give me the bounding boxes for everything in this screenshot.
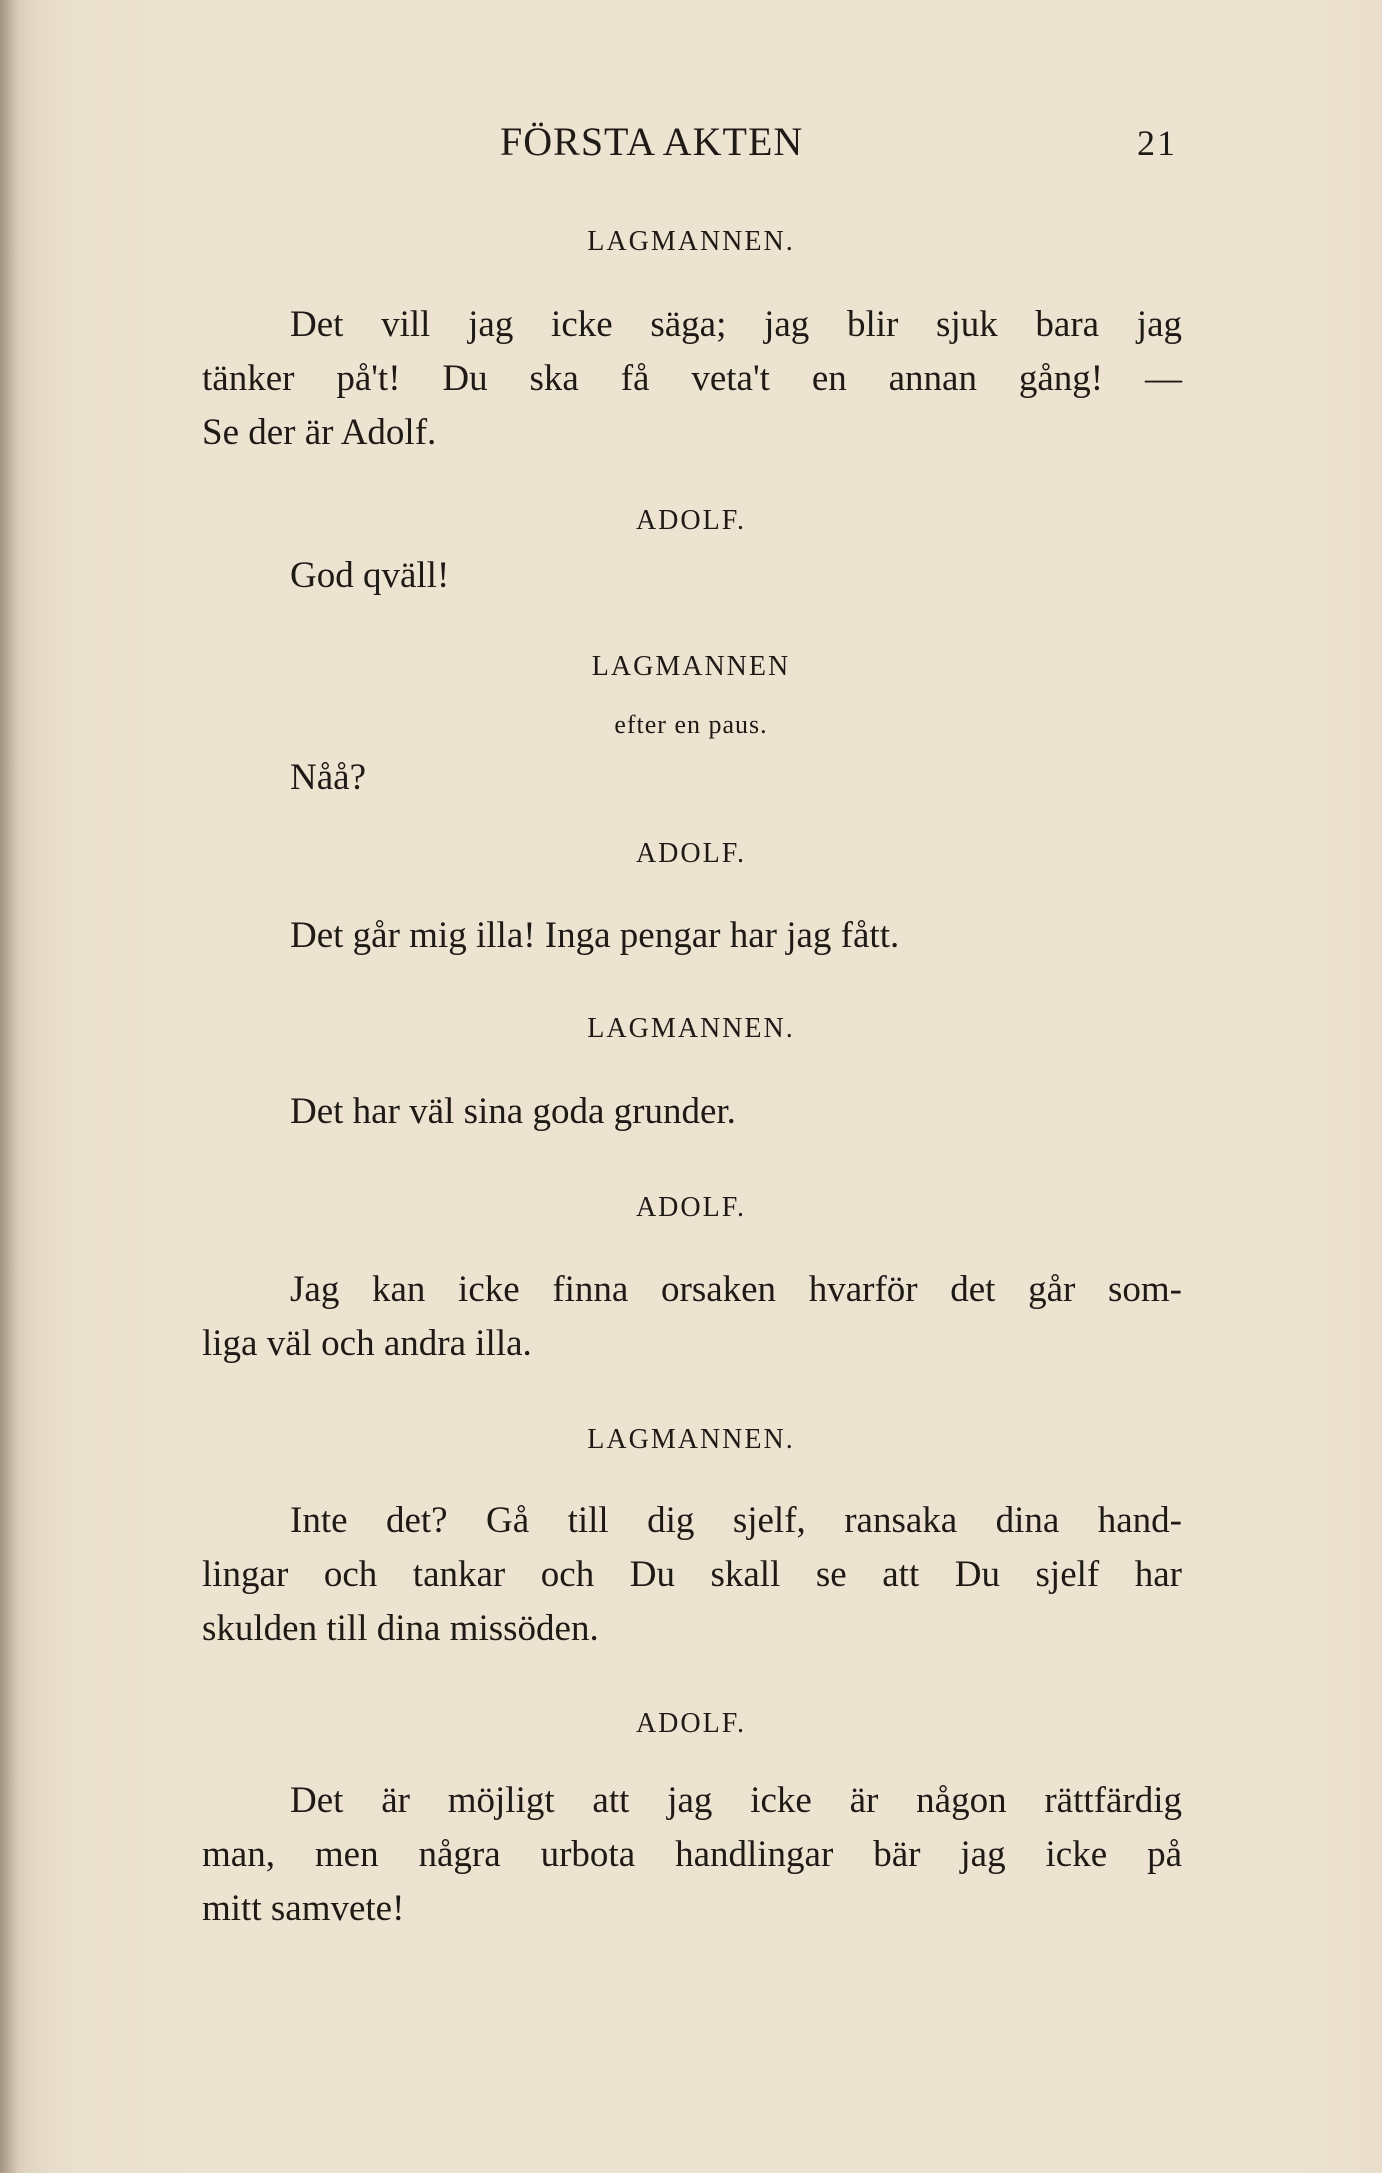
speaker-name: LAGMANNEN.	[587, 1013, 795, 1044]
speaker-name: ADOLF.	[635, 1708, 747, 1739]
speech-line: Jag kan icke finna orsaken hvarför det går som-	[290, 1269, 1182, 1310]
speech-paragraph	[202, 1263, 1182, 1371]
running-header	[0, 118, 1382, 178]
page-spine-shadow	[0, 0, 18, 2173]
speech-line: Se der är Adolf.	[202, 412, 437, 453]
speech-line: Det är möjligt att jag icke är någon rättfärdig	[290, 1780, 1182, 1821]
speech-line: Nåå?	[290, 757, 366, 798]
speech-line: tänker på't! Du ska få veta't en annan gång! —	[202, 358, 1182, 399]
speech-line: liga väl och andra illa.	[202, 1323, 532, 1364]
speaker-name: ADOLF.	[635, 1192, 747, 1223]
speaker-name: ADOLF.	[635, 505, 747, 536]
speech-line: skulden till dina missöden.	[202, 1608, 599, 1649]
running-title: FÖRSTA AKTEN	[500, 119, 804, 164]
speech-paragraph	[202, 298, 1182, 460]
speech-line: Det har väl sina goda grunder.	[290, 1091, 736, 1132]
speech-line: God qväll!	[290, 555, 450, 596]
speech-paragraph	[202, 1494, 1182, 1656]
speech-line: Det vill jag icke säga; jag blir sjuk bara jag	[290, 304, 1182, 345]
speech-line: man, men några urbota handlingar bär jag icke på	[202, 1834, 1182, 1875]
speech-line: lingar och tankar och Du skall se att Du sjelf har	[202, 1554, 1182, 1595]
speech-line: Det går mig illa! Inga pengar har jag fått.	[290, 915, 900, 956]
stage-direction: efter en paus.	[614, 710, 768, 739]
speech-line: mitt samvete!	[202, 1888, 405, 1929]
page-number: 21	[1137, 123, 1177, 163]
speaker-name: LAGMANNEN.	[587, 1424, 795, 1455]
speaker-name: LAGMANNEN	[591, 651, 791, 682]
speaker-name: LAGMANNEN.	[587, 226, 795, 257]
speaker-name: ADOLF.	[635, 838, 747, 869]
speech-line: Inte det? Gå till dig sjelf, ransaka dina hand-	[290, 1500, 1182, 1541]
speech-paragraph	[202, 1774, 1182, 1936]
